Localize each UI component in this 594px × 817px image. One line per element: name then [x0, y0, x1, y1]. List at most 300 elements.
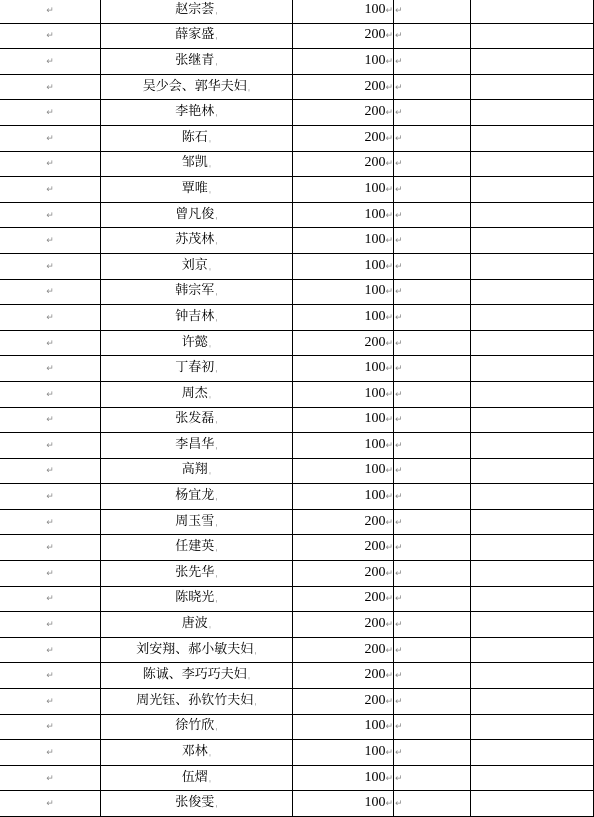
paragraph-mark-icon: ↵	[385, 799, 393, 810]
donation-amount: 200	[364, 590, 386, 606]
name-cell[interactable]	[101, 637, 293, 663]
cell-end-mark-icon: ˌ	[215, 594, 218, 605]
table-row	[0, 202, 594, 228]
empty-cell[interactable]	[0, 637, 101, 663]
empty-cell[interactable]	[471, 356, 594, 382]
empty-cell[interactable]	[471, 740, 594, 766]
empty-cell[interactable]	[394, 535, 471, 561]
donor-name: 陈诚、李巧巧夫妇	[142, 667, 247, 683]
empty-cell[interactable]	[0, 23, 101, 49]
table-row	[0, 791, 594, 817]
amount-cell[interactable]	[293, 765, 394, 791]
empty-cell[interactable]	[0, 330, 101, 356]
paragraph-mark-icon: ↵	[395, 722, 403, 733]
paragraph-mark-icon: ↵	[46, 568, 54, 579]
paragraph-mark-icon: ↵	[385, 645, 393, 656]
cell-end-mark-icon: ˌ	[208, 389, 212, 400]
donation-amount: 200	[364, 334, 386, 350]
cell-end-mark-icon: ˌ	[208, 466, 212, 477]
empty-cell[interactable]	[394, 100, 471, 126]
paragraph-mark-icon: ↵	[46, 492, 54, 503]
paragraph-mark-icon: ↵	[46, 261, 54, 272]
donor-name: 吴少会、郭华夫妇	[142, 78, 247, 94]
paragraph-mark-icon: ↵	[395, 31, 403, 42]
donor-name: 苏茂林	[175, 232, 215, 248]
paragraph-mark-icon: ↵	[46, 108, 54, 119]
donor-name: 韩宗军	[175, 283, 215, 299]
paragraph-mark-icon: ↵	[395, 236, 403, 247]
name-cell[interactable]	[101, 561, 293, 587]
donor-name: 高翔	[181, 462, 208, 478]
cell-end-mark-icon: ˌ	[215, 799, 218, 810]
empty-cell[interactable]	[471, 125, 594, 151]
empty-cell[interactable]	[394, 74, 471, 100]
paragraph-mark-icon: ↵	[385, 338, 393, 349]
name-cell[interactable]	[101, 74, 293, 100]
donation-amount: 200	[364, 692, 386, 708]
amount-cell[interactable]	[293, 0, 394, 23]
donor-name: 张先华	[175, 564, 215, 580]
paragraph-mark-icon: ↵	[385, 440, 393, 451]
table-row	[0, 689, 594, 715]
paragraph-mark-icon: ↵	[46, 773, 54, 784]
empty-cell[interactable]	[471, 714, 594, 740]
empty-cell[interactable]	[0, 484, 101, 510]
amount-cell[interactable]	[293, 740, 394, 766]
cell-end-mark-icon: ˌ	[208, 261, 212, 272]
donation-amount: 200	[364, 513, 386, 529]
paragraph-mark-icon: ↵	[395, 773, 403, 784]
cell-end-mark-icon: ˌ	[208, 133, 212, 144]
empty-cell[interactable]	[0, 305, 101, 331]
empty-cell[interactable]	[471, 484, 594, 510]
donation-amount: 100	[364, 411, 386, 427]
paragraph-mark-icon: ↵	[46, 696, 54, 707]
empty-cell[interactable]	[394, 586, 471, 612]
name-cell[interactable]	[101, 151, 293, 177]
donor-name: 周光钰、孙钦竹夫妇	[136, 692, 254, 708]
paragraph-mark-icon: ↵	[46, 210, 54, 221]
empty-cell[interactable]	[471, 612, 594, 638]
paragraph-mark-icon: ↵	[385, 5, 393, 16]
paragraph-mark-icon: ↵	[395, 210, 403, 221]
empty-cell[interactable]	[394, 407, 471, 433]
amount-cell[interactable]	[293, 637, 394, 663]
paragraph-mark-icon: ↵	[46, 543, 54, 554]
paragraph-mark-icon: ↵	[395, 5, 403, 16]
donation-amount: 100	[364, 360, 386, 376]
empty-cell[interactable]	[471, 765, 594, 791]
name-cell[interactable]	[101, 279, 293, 305]
empty-cell[interactable]	[471, 228, 594, 254]
empty-cell[interactable]	[394, 765, 471, 791]
amount-cell[interactable]	[293, 330, 394, 356]
name-cell[interactable]	[101, 23, 293, 49]
empty-cell[interactable]	[394, 689, 471, 715]
empty-cell[interactable]	[0, 586, 101, 612]
amount-cell[interactable]	[293, 177, 394, 203]
empty-cell[interactable]	[0, 509, 101, 535]
donation-amount: 200	[364, 78, 386, 94]
empty-cell[interactable]	[394, 23, 471, 49]
amount-cell[interactable]	[293, 228, 394, 254]
amount-cell[interactable]	[293, 663, 394, 689]
empty-cell[interactable]	[0, 100, 101, 126]
paragraph-mark-icon: ↵	[385, 210, 393, 221]
name-cell[interactable]	[101, 765, 293, 791]
donation-amount: 100	[364, 232, 386, 248]
empty-cell[interactable]	[0, 407, 101, 433]
table-row	[0, 509, 594, 535]
empty-cell[interactable]	[471, 561, 594, 587]
amount-cell[interactable]	[293, 689, 394, 715]
empty-cell[interactable]	[471, 407, 594, 433]
paragraph-mark-icon: ↵	[395, 799, 403, 810]
empty-cell[interactable]	[471, 177, 594, 203]
name-cell[interactable]	[101, 356, 293, 382]
name-cell[interactable]	[101, 381, 293, 407]
empty-cell[interactable]	[394, 151, 471, 177]
paragraph-mark-icon: ↵	[395, 415, 403, 426]
name-cell[interactable]	[101, 228, 293, 254]
empty-cell[interactable]	[471, 663, 594, 689]
empty-cell[interactable]	[394, 125, 471, 151]
donor-name: 张俊雯	[175, 795, 215, 811]
cell-end-mark-icon: ˌ	[208, 773, 212, 784]
empty-cell[interactable]	[394, 791, 471, 817]
paragraph-mark-icon: ↵	[46, 799, 54, 810]
paragraph-mark-icon: ↵	[46, 159, 54, 170]
paragraph-mark-icon: ↵	[46, 133, 54, 144]
paragraph-mark-icon: ↵	[46, 722, 54, 733]
amount-cell[interactable]	[293, 202, 394, 228]
paragraph-mark-icon: ↵	[395, 56, 403, 67]
empty-cell[interactable]	[394, 612, 471, 638]
empty-cell[interactable]	[0, 433, 101, 459]
paragraph-mark-icon: ↵	[46, 466, 54, 477]
empty-cell[interactable]	[471, 791, 594, 817]
name-cell[interactable]	[101, 202, 293, 228]
empty-cell[interactable]	[471, 151, 594, 177]
empty-cell[interactable]	[0, 202, 101, 228]
paragraph-mark-icon: ↵	[46, 415, 54, 426]
paragraph-mark-icon: ↵	[385, 415, 393, 426]
donor-name: 薛家盛	[175, 27, 215, 43]
empty-cell[interactable]	[0, 689, 101, 715]
name-cell[interactable]	[101, 791, 293, 817]
cell-end-mark-icon: ˌ	[208, 338, 212, 349]
empty-cell[interactable]	[0, 663, 101, 689]
empty-cell[interactable]	[471, 535, 594, 561]
amount-cell[interactable]	[293, 791, 394, 817]
paragraph-mark-icon: ↵	[385, 517, 393, 528]
amount-cell[interactable]	[293, 535, 394, 561]
name-cell[interactable]	[101, 740, 293, 766]
empty-cell[interactable]	[0, 49, 101, 75]
donor-name: 张继青	[175, 52, 215, 68]
amount-cell[interactable]	[293, 49, 394, 75]
amount-cell[interactable]	[293, 714, 394, 740]
empty-cell[interactable]	[394, 253, 471, 279]
cell-end-mark-icon: ˌ	[215, 236, 218, 247]
name-cell[interactable]	[101, 407, 293, 433]
paragraph-mark-icon: ↵	[395, 108, 403, 119]
empty-cell[interactable]	[394, 177, 471, 203]
empty-cell[interactable]	[471, 458, 594, 484]
table-row	[0, 177, 594, 203]
empty-cell[interactable]	[394, 433, 471, 459]
name-cell[interactable]	[101, 535, 293, 561]
name-cell[interactable]	[101, 177, 293, 203]
paragraph-mark-icon: ↵	[395, 184, 403, 195]
name-cell[interactable]	[101, 49, 293, 75]
empty-cell[interactable]	[0, 279, 101, 305]
table-row	[0, 714, 594, 740]
donor-name: 刘安翔、郝小敏夫妇	[136, 641, 254, 657]
table-row	[0, 484, 594, 510]
empty-cell[interactable]	[471, 74, 594, 100]
name-cell[interactable]	[101, 125, 293, 151]
cell-end-mark-icon: ˌ	[208, 184, 212, 195]
empty-cell[interactable]	[394, 509, 471, 535]
empty-cell[interactable]	[0, 561, 101, 587]
empty-cell[interactable]	[471, 586, 594, 612]
paragraph-mark-icon: ↵	[385, 133, 393, 144]
donation-amount: 100	[364, 462, 386, 478]
empty-cell[interactable]	[0, 253, 101, 279]
amount-cell[interactable]	[293, 305, 394, 331]
amount-cell[interactable]	[293, 23, 394, 49]
cell-end-mark-icon: ˌ	[215, 364, 218, 375]
name-cell[interactable]	[101, 330, 293, 356]
empty-cell[interactable]	[471, 0, 594, 23]
name-cell[interactable]	[101, 714, 293, 740]
donation-amount: 200	[364, 155, 386, 171]
empty-cell[interactable]	[394, 458, 471, 484]
paragraph-mark-icon: ↵	[46, 517, 54, 528]
empty-cell[interactable]	[0, 177, 101, 203]
paragraph-mark-icon: ↵	[395, 261, 403, 272]
paragraph-mark-icon: ↵	[395, 645, 403, 656]
paragraph-mark-icon: ↵	[46, 671, 54, 682]
cell-end-mark-icon: ˌ	[247, 82, 251, 93]
empty-cell[interactable]	[394, 202, 471, 228]
paragraph-mark-icon: ↵	[46, 56, 54, 67]
empty-cell[interactable]	[471, 637, 594, 663]
donation-amount: 100	[364, 385, 386, 401]
paragraph-mark-icon: ↵	[46, 645, 54, 656]
paragraph-mark-icon: ↵	[385, 620, 393, 631]
amount-cell[interactable]	[293, 458, 394, 484]
table-row	[0, 458, 594, 484]
amount-cell[interactable]	[293, 509, 394, 535]
donation-amount: 100	[364, 257, 386, 273]
paragraph-mark-icon: ↵	[395, 696, 403, 707]
paragraph-mark-icon: ↵	[385, 287, 393, 298]
empty-cell[interactable]	[394, 714, 471, 740]
paragraph-mark-icon: ↵	[46, 82, 54, 93]
empty-cell[interactable]	[394, 356, 471, 382]
name-cell[interactable]	[101, 612, 293, 638]
paragraph-mark-icon: ↵	[46, 748, 54, 759]
table-row	[0, 535, 594, 561]
amount-cell[interactable]	[293, 612, 394, 638]
paragraph-mark-icon: ↵	[395, 466, 403, 477]
name-cell[interactable]	[101, 433, 293, 459]
paragraph-mark-icon: ↵	[385, 312, 393, 323]
empty-cell[interactable]	[0, 535, 101, 561]
empty-cell[interactable]	[471, 330, 594, 356]
paragraph-mark-icon: ↵	[46, 364, 54, 375]
empty-cell[interactable]	[394, 0, 471, 23]
amount-cell[interactable]	[293, 407, 394, 433]
paragraph-mark-icon: ↵	[385, 722, 393, 733]
amount-cell[interactable]	[293, 74, 394, 100]
donor-name: 邹凯	[181, 155, 208, 171]
empty-cell[interactable]	[0, 612, 101, 638]
donation-amount: 100	[364, 308, 386, 324]
paragraph-mark-icon: ↵	[395, 748, 403, 759]
table-row	[0, 765, 594, 791]
empty-cell[interactable]	[471, 433, 594, 459]
empty-cell[interactable]	[0, 356, 101, 382]
table-row	[0, 637, 594, 663]
paragraph-mark-icon: ↵	[385, 389, 393, 400]
paragraph-mark-icon: ↵	[385, 236, 393, 247]
amount-cell[interactable]	[293, 279, 394, 305]
donor-name: 赵宗荟	[175, 1, 215, 17]
name-cell[interactable]	[101, 586, 293, 612]
cell-end-mark-icon: ˌ	[215, 543, 218, 554]
empty-cell[interactable]	[471, 253, 594, 279]
empty-cell[interactable]	[471, 23, 594, 49]
donation-amount: 100	[364, 283, 386, 299]
amount-cell[interactable]	[293, 125, 394, 151]
empty-cell[interactable]	[471, 381, 594, 407]
empty-cell[interactable]	[471, 689, 594, 715]
paragraph-mark-icon: ↵	[395, 133, 403, 144]
paragraph-mark-icon: ↵	[385, 748, 393, 759]
name-cell[interactable]	[101, 305, 293, 331]
name-cell[interactable]	[101, 663, 293, 689]
empty-cell[interactable]	[0, 381, 101, 407]
amount-cell[interactable]	[293, 253, 394, 279]
table-row	[0, 100, 594, 126]
amount-cell[interactable]	[293, 586, 394, 612]
empty-cell[interactable]	[0, 765, 101, 791]
donor-name: 杨宜龙	[175, 488, 215, 504]
paragraph-mark-icon: ↵	[395, 287, 403, 298]
empty-cell[interactable]	[394, 637, 471, 663]
empty-cell[interactable]	[471, 49, 594, 75]
empty-cell[interactable]	[0, 458, 101, 484]
empty-cell[interactable]	[394, 663, 471, 689]
table-row	[0, 740, 594, 766]
table-row	[0, 586, 594, 612]
empty-cell[interactable]	[394, 484, 471, 510]
donation-amount: 200	[364, 129, 386, 145]
empty-cell[interactable]	[0, 228, 101, 254]
empty-cell[interactable]	[471, 279, 594, 305]
cell-end-mark-icon: ˌ	[215, 31, 218, 42]
paragraph-mark-icon: ↵	[46, 440, 54, 451]
empty-cell[interactable]	[471, 202, 594, 228]
empty-cell[interactable]	[0, 151, 101, 177]
empty-cell[interactable]	[394, 381, 471, 407]
name-cell[interactable]	[101, 689, 293, 715]
empty-cell[interactable]	[394, 740, 471, 766]
empty-cell[interactable]	[394, 330, 471, 356]
donation-amount: 100	[364, 52, 386, 68]
paragraph-mark-icon: ↵	[46, 5, 54, 16]
donor-name: 曾凡俊	[175, 206, 215, 222]
cell-end-mark-icon: ˌ	[215, 440, 218, 451]
empty-cell[interactable]	[471, 305, 594, 331]
name-cell[interactable]	[101, 0, 293, 23]
table-row	[0, 330, 594, 356]
amount-cell[interactable]	[293, 433, 394, 459]
paragraph-mark-icon: ↵	[395, 312, 403, 323]
table-row	[0, 305, 594, 331]
empty-cell[interactable]	[0, 791, 101, 817]
empty-cell[interactable]	[0, 74, 101, 100]
empty-cell[interactable]	[394, 228, 471, 254]
paragraph-mark-icon: ↵	[385, 261, 393, 272]
empty-cell[interactable]	[471, 509, 594, 535]
cell-end-mark-icon: ˌ	[208, 620, 212, 631]
cell-end-mark-icon: ˌ	[215, 722, 218, 733]
paragraph-mark-icon: ↵	[395, 568, 403, 579]
amount-cell[interactable]	[293, 100, 394, 126]
empty-cell[interactable]	[471, 100, 594, 126]
paragraph-mark-icon: ↵	[46, 287, 54, 298]
empty-cell[interactable]	[0, 714, 101, 740]
donation-amount: 100	[364, 744, 386, 760]
amount-cell[interactable]	[293, 484, 394, 510]
empty-cell[interactable]	[0, 0, 101, 23]
empty-cell[interactable]	[394, 561, 471, 587]
empty-cell[interactable]	[394, 49, 471, 75]
name-cell[interactable]	[101, 509, 293, 535]
empty-cell[interactable]	[0, 740, 101, 766]
empty-cell[interactable]	[394, 305, 471, 331]
amount-cell[interactable]	[293, 356, 394, 382]
paragraph-mark-icon: ↵	[395, 338, 403, 349]
empty-cell[interactable]	[0, 125, 101, 151]
empty-cell[interactable]	[394, 279, 471, 305]
amount-cell[interactable]	[293, 561, 394, 587]
amount-cell[interactable]	[293, 381, 394, 407]
donation-amount: 100	[364, 1, 386, 17]
name-cell[interactable]	[101, 458, 293, 484]
paragraph-mark-icon: ↵	[385, 773, 393, 784]
paragraph-mark-icon: ↵	[395, 594, 403, 605]
name-cell[interactable]	[101, 253, 293, 279]
table-row	[0, 381, 594, 407]
name-cell[interactable]	[101, 484, 293, 510]
amount-cell[interactable]	[293, 151, 394, 177]
paragraph-mark-icon: ↵	[385, 364, 393, 375]
paragraph-mark-icon: ↵	[46, 184, 54, 195]
paragraph-mark-icon: ↵	[385, 466, 393, 477]
table-row	[0, 407, 594, 433]
cell-end-mark-icon: ˌ	[215, 312, 218, 323]
cell-end-mark-icon: ˌ	[254, 645, 257, 656]
name-cell[interactable]	[101, 100, 293, 126]
paragraph-mark-icon: ↵	[385, 696, 393, 707]
paragraph-mark-icon: ↵	[395, 440, 403, 451]
table-row	[0, 433, 594, 459]
